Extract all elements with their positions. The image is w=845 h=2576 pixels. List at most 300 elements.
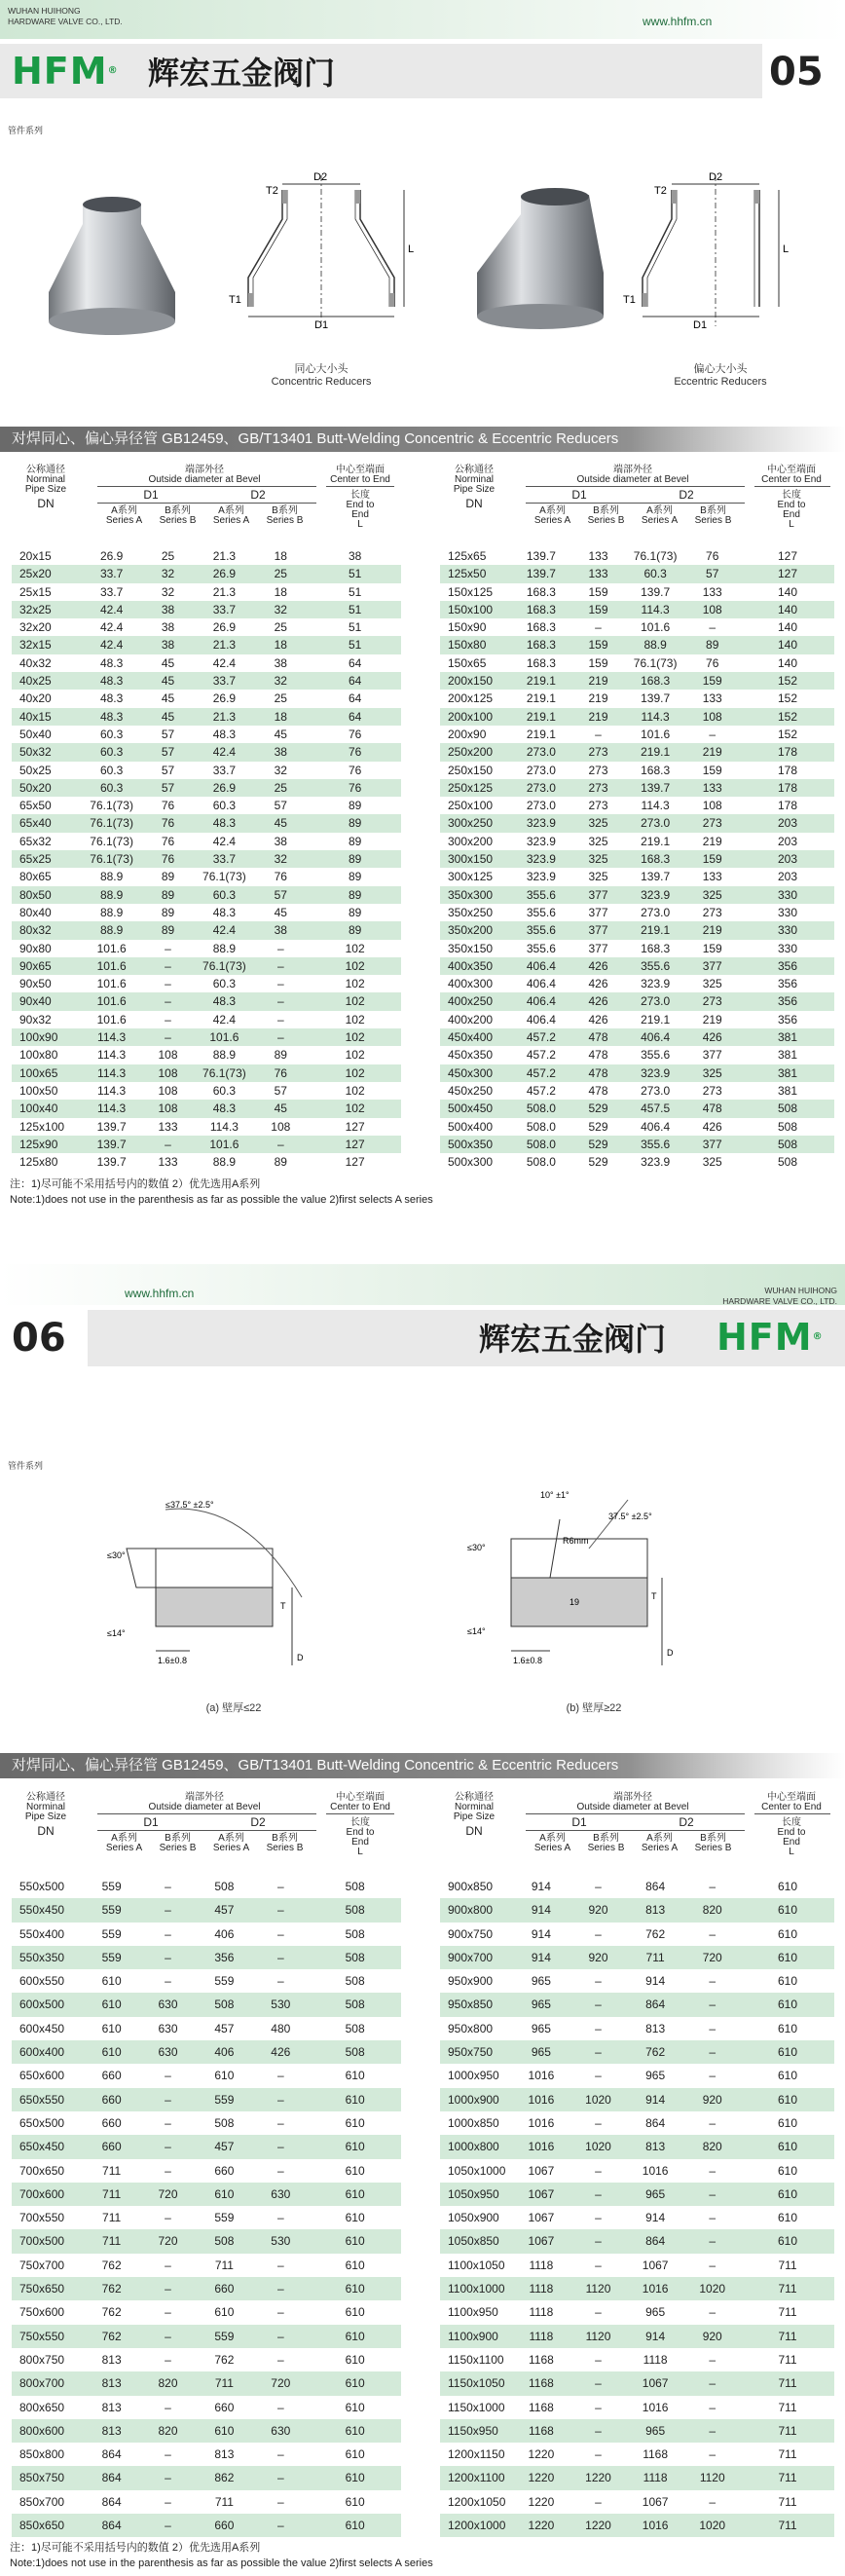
diameter-cell: 101.6 — [96, 941, 127, 955]
diameter-cell: 508 — [196, 2229, 252, 2253]
dn-cell: 125x50 — [440, 565, 513, 582]
diameter-cell: 38 — [161, 620, 175, 635]
diameter-cell: 273.0 — [513, 779, 570, 797]
diameter-cell: – — [252, 992, 309, 1010]
diameter-cell: – — [252, 957, 309, 975]
table-row — [440, 833, 834, 850]
diameter-cell: 864 — [645, 2115, 666, 2130]
diameter-cell: 26.9 — [212, 620, 237, 635]
table-row — [12, 2277, 401, 2300]
diameter-cell: 38 — [252, 743, 309, 761]
length-cell: 102 — [309, 1064, 401, 1082]
length-cell: 330 — [778, 905, 798, 919]
diameter-cell: 323.9 — [526, 870, 556, 884]
table-row — [12, 868, 401, 885]
table-row — [440, 672, 834, 690]
diameter-cell: 21.3 — [196, 636, 252, 653]
diameter-cell: 1016 — [642, 2400, 669, 2414]
length-cell: 127 — [741, 565, 834, 582]
length-cell: 610 — [309, 2466, 401, 2489]
diameter-cell: 610 — [101, 1974, 122, 1989]
length-cell: 610 — [309, 2135, 401, 2158]
table-row — [12, 726, 401, 743]
length-cell: 610 — [309, 2325, 401, 2348]
diameter-cell: 159 — [588, 655, 608, 670]
dn-cell: 90x50 — [19, 977, 52, 991]
diameter-cell: 813 — [101, 2352, 122, 2367]
diameter-cell: 32 — [274, 763, 287, 777]
diameter-cell: 478 — [683, 1100, 741, 1117]
diameter-cell: 159 — [569, 601, 627, 618]
dn-cell: 1100x950 — [448, 2305, 498, 2320]
diameter-cell: 1168 — [528, 2400, 554, 2414]
diameter-cell: 273 — [569, 743, 627, 761]
table-row — [440, 1898, 834, 1922]
diameter-cell: 610 — [214, 2069, 235, 2083]
diameter-cell: 660 — [196, 2277, 252, 2300]
diameter-cell: 60.3 — [196, 886, 252, 904]
diameter-cell: 88.9 — [99, 905, 124, 919]
diameter-cell: 1118 — [513, 2277, 570, 2300]
diameter-cell: – — [276, 2211, 284, 2225]
length-cell: 89 — [309, 886, 401, 904]
length-cell: 381 — [778, 1083, 798, 1098]
concentric-caption-cn: 同心大小头 — [294, 363, 349, 375]
diameter-cell: 32 — [252, 601, 309, 618]
dn-cell: 550x400 — [19, 1926, 65, 1941]
diameter-cell: – — [709, 620, 716, 635]
label-d1-ecc: D1 — [693, 319, 708, 331]
diameter-cell: 820 — [140, 2371, 197, 2395]
diameter-cell: 1067 — [642, 2258, 669, 2272]
table-row — [12, 2135, 401, 2158]
bevel-diagram-a — [97, 1490, 360, 1695]
diameter-cell: 18 — [274, 584, 287, 599]
diameter-cell: 457.5 — [627, 1100, 684, 1117]
diameter-cell: 32 — [252, 672, 309, 690]
diameter-cell: 914 — [531, 1926, 551, 1941]
length-cell: 610 — [345, 2258, 365, 2272]
length-cell: 127 — [345, 1119, 365, 1134]
diameter-cell: 1168 — [643, 2447, 669, 2462]
bevel-b-30: ≤30° — [467, 1543, 486, 1552]
diameter-cell: 88.9 — [212, 1155, 237, 1170]
diameter-cell: 530 — [252, 2229, 309, 2253]
diameter-cell: – — [595, 1880, 602, 1893]
diameter-cell: 108 — [683, 601, 741, 618]
diameter-cell: 60.3 — [99, 727, 124, 741]
dn-cell: 800x700 — [12, 2371, 84, 2395]
diameter-cell: 88.9 — [84, 886, 140, 904]
length-cell: 610 — [778, 2211, 798, 2225]
length-cell: 610 — [345, 2115, 365, 2130]
page1-url[interactable]: www.hhfm.cn — [643, 15, 713, 28]
dn-cell: 1150x1000 — [448, 2400, 505, 2414]
diameter-cell: – — [709, 2211, 716, 2225]
length-cell: 102 — [345, 1048, 365, 1063]
dn-cell: 1150x950 — [440, 2419, 513, 2443]
diameter-cell: – — [140, 2514, 197, 2537]
length-cell: 89 — [309, 921, 401, 939]
diameter-cell: 762 — [214, 2352, 235, 2367]
dn-cell: 200x90 — [448, 727, 487, 741]
dn-cell: 32x20 — [19, 620, 52, 635]
table-row — [12, 2300, 401, 2324]
length-cell: 89 — [348, 905, 362, 919]
diameter-cell: – — [709, 2069, 716, 2083]
diameter-cell: – — [165, 2400, 171, 2414]
dn-cell: 1100x900 — [440, 2325, 513, 2348]
diameter-cell: 720 — [140, 2183, 197, 2206]
table-row — [12, 654, 401, 672]
page2-url[interactable]: www.hhfm.cn — [125, 1287, 195, 1300]
length-cell: 178 — [778, 799, 798, 813]
table-row — [12, 797, 401, 814]
diameter-cell: – — [569, 2040, 627, 2064]
table-row — [12, 2254, 401, 2277]
eccentric-reducer-photo — [467, 175, 613, 346]
page1-note-en: Note:1)does not use in the parenthesis as far as possible the value 2)first selects A series — [10, 1194, 433, 1206]
page2-logo: HFM® — [716, 1316, 824, 1359]
diameter-cell: 406.4 — [627, 1028, 684, 1046]
length-cell: 152 — [741, 672, 834, 690]
diameter-cell: 159 — [569, 636, 627, 653]
dn-cell: 50x25 — [19, 763, 52, 777]
length-cell: 610 — [741, 2088, 834, 2111]
table-row — [440, 2064, 834, 2087]
length-cell: 140 — [778, 620, 798, 635]
diameter-cell: 457.2 — [513, 1028, 570, 1046]
page2-brand-title: 辉宏五金阀门 — [479, 1321, 667, 1358]
diameter-cell: – — [709, 2352, 716, 2367]
dn-cell: 850x800 — [19, 2447, 65, 2462]
table-row — [440, 957, 834, 975]
diameter-cell: 406.4 — [513, 992, 570, 1010]
length-cell: 330 — [741, 921, 834, 939]
diameter-cell: 323.9 — [627, 1064, 684, 1082]
diameter-cell: 762 — [84, 2325, 140, 2348]
diameter-cell: – — [165, 2258, 171, 2272]
length-cell: 508 — [309, 1946, 401, 1969]
diameter-cell: 762 — [101, 2258, 122, 2272]
diameter-cell: 114.3 — [84, 1100, 140, 1117]
table-row — [440, 1946, 834, 1969]
length-cell: 610 — [345, 2305, 365, 2320]
dn-cell: 90x40 — [12, 992, 84, 1010]
diameter-cell: 168.3 — [513, 601, 570, 618]
diameter-cell: 76 — [274, 870, 287, 884]
length-cell: 356 — [741, 957, 834, 975]
diameter-cell: 711 — [214, 2258, 234, 2272]
diameter-cell: 1016 — [642, 2163, 669, 2178]
diameter-cell: 1118 — [529, 2258, 554, 2272]
length-cell: 508 — [345, 1880, 365, 1893]
length-cell: 140 — [778, 584, 798, 599]
table-row — [12, 886, 401, 904]
length-cell: 51 — [348, 584, 362, 599]
bevel-b-19: 19 — [569, 1597, 580, 1607]
dn-cell: 750x550 — [12, 2325, 84, 2348]
table-row — [12, 2371, 401, 2395]
diameter-cell: 1168 — [513, 2371, 570, 2395]
diameter-cell: 18 — [252, 636, 309, 653]
diameter-cell: 965 — [513, 1993, 570, 2016]
table-row — [12, 2111, 401, 2135]
table-row — [440, 992, 834, 1010]
diameter-cell: 114.3 — [627, 601, 684, 618]
table-row — [12, 672, 401, 690]
diameter-cell: 25 — [252, 565, 309, 582]
diameter-cell: 38 — [274, 655, 287, 670]
length-cell: 178 — [741, 779, 834, 797]
diameter-cell: 1220 — [528, 2447, 555, 2462]
diameter-cell: 1067 — [513, 2229, 570, 2253]
table-row — [440, 2419, 834, 2443]
diameter-cell: 711 — [84, 2229, 140, 2253]
dn-cell: 850x700 — [19, 2494, 65, 2509]
diameter-cell: – — [709, 2447, 716, 2462]
table-row — [440, 2300, 834, 2324]
diameter-cell: 1118 — [529, 2305, 554, 2320]
dn-cell: 250x125 — [440, 779, 513, 797]
diameter-cell: 610 — [214, 2305, 235, 2320]
dn-cell: 550x500 — [19, 1880, 65, 1893]
diameter-cell: – — [165, 2069, 171, 2083]
diameter-cell: 457 — [196, 2135, 252, 2158]
diameter-cell: – — [709, 2258, 716, 2272]
dn-cell: 350x250 — [448, 905, 494, 919]
diameter-cell: 1020 — [569, 2135, 627, 2158]
diameter-cell: – — [252, 2325, 309, 2348]
diameter-cell: 42.4 — [212, 1012, 237, 1027]
diameter-cell: – — [276, 977, 284, 991]
length-cell: 381 — [778, 1048, 798, 1063]
diameter-cell: 76.1(73) — [196, 957, 252, 975]
label-t2-ecc: T2 — [654, 185, 667, 197]
length-cell: 152 — [778, 727, 798, 741]
diameter-cell: – — [683, 2419, 741, 2443]
table-row — [12, 708, 401, 726]
length-cell: 610 — [741, 2229, 834, 2253]
page2-page-number: 06 — [12, 1316, 66, 1361]
diameter-cell: 114.3 — [84, 1064, 140, 1082]
diameter-cell: 355.6 — [526, 941, 556, 955]
diameter-cell: 508 — [214, 2115, 235, 2130]
bevel-a-14: ≤14° — [107, 1628, 126, 1638]
dn-cell: 450x400 — [440, 1028, 513, 1046]
dn-cell: 700x600 — [12, 2183, 84, 2206]
dn-cell: 40x32 — [19, 655, 52, 670]
dn-cell: 90x32 — [19, 1012, 52, 1027]
diameter-cell: 478 — [588, 1083, 608, 1098]
diameter-cell: 406.4 — [526, 1012, 556, 1027]
page2-section-band: 对焊同心、偏心异径管 GB12459、GB/T13401 Butt-Welding Concentric & Eccentric Reducers — [0, 1753, 845, 1778]
length-cell: 610 — [309, 2088, 401, 2111]
diameter-cell: 219 — [569, 672, 627, 690]
diameter-cell: 33.7 — [196, 601, 252, 618]
diameter-cell: 559 — [101, 1880, 122, 1893]
diameter-cell: 114.3 — [97, 1083, 127, 1098]
diameter-cell: – — [595, 2258, 602, 2272]
diameter-cell: 1020 — [683, 2514, 741, 2537]
dn-cell: 100x65 — [12, 1064, 84, 1082]
diameter-cell: – — [709, 2115, 716, 2130]
diameter-cell: 219.1 — [641, 1012, 671, 1027]
length-cell: 102 — [345, 1083, 365, 1098]
dn-cell: 950x850 — [440, 1993, 513, 2016]
table-row — [440, 2371, 834, 2395]
diameter-cell: 219 — [588, 691, 608, 706]
table-row — [12, 1153, 401, 1171]
diameter-cell: 660 — [214, 2400, 235, 2414]
length-cell: 610 — [778, 2163, 798, 2178]
diameter-cell: – — [595, 2447, 602, 2462]
bevel-diagram-b — [462, 1480, 725, 1695]
diameter-cell: 38 — [140, 601, 197, 618]
diameter-cell: 920 — [569, 1946, 627, 1969]
diameter-cell: 426 — [569, 957, 627, 975]
length-cell: 89 — [348, 870, 362, 884]
dn-cell: 300x250 — [440, 814, 513, 832]
dn-cell: 650x600 — [19, 2069, 65, 2083]
diameter-cell: 114.3 — [209, 1119, 239, 1134]
diameter-cell: 48.3 — [212, 905, 237, 919]
diameter-cell: – — [595, 2211, 602, 2225]
diameter-cell: 426 — [702, 1119, 722, 1134]
dn-cell: 900x800 — [440, 1898, 513, 1922]
dn-cell: 125x100 — [19, 1119, 65, 1134]
dn-cell: 500x400 — [448, 1119, 494, 1134]
length-cell: 76 — [309, 779, 401, 797]
dn-cell: 650x500 — [19, 2115, 65, 2130]
dn-cell: 600x500 — [12, 1993, 84, 2016]
table-row — [440, 743, 834, 761]
diameter-cell: 426 — [252, 2040, 309, 2064]
diameter-cell: 660 — [101, 2069, 122, 2083]
diameter-cell: 355.6 — [627, 1136, 684, 1153]
dn-cell: 400x250 — [440, 992, 513, 1010]
table-row — [12, 779, 401, 797]
diameter-cell: – — [569, 2371, 627, 2395]
length-cell: 38 — [348, 549, 362, 563]
dn-cell: 125x65 — [448, 549, 487, 563]
dn-cell: 750x700 — [19, 2258, 65, 2272]
page1-page-number: 05 — [769, 50, 824, 94]
diameter-cell: – — [165, 2211, 171, 2225]
diameter-cell: – — [276, 1974, 284, 1989]
diameter-cell: – — [709, 2400, 716, 2414]
diameter-cell: 1220 — [513, 2466, 570, 2489]
diameter-cell: – — [165, 2305, 171, 2320]
diameter-cell: 720 — [683, 1946, 741, 1969]
diameter-cell: 762 — [627, 2040, 684, 2064]
table-row — [440, 726, 834, 743]
dn-cell: 800x600 — [12, 2419, 84, 2443]
diameter-cell: – — [165, 941, 171, 955]
diameter-cell: 660 — [84, 2088, 140, 2111]
diameter-cell: – — [165, 2447, 171, 2462]
diameter-cell: 914 — [513, 1946, 570, 1969]
length-cell: 711 — [741, 2419, 834, 2443]
diameter-cell: 325 — [569, 850, 627, 868]
page2-table-right — [440, 1875, 834, 2537]
diameter-cell: 89 — [274, 1155, 287, 1170]
diameter-cell: 159 — [702, 763, 722, 777]
page2-company-en: WUHAN HUIHONG HARDWARE VALVE CO., LTD. — [722, 1286, 837, 1306]
table-row — [440, 2514, 834, 2537]
dn-cell: 100x40 — [12, 1100, 84, 1117]
diameter-cell: 219.1 — [526, 727, 556, 741]
diameter-cell: 48.3 — [99, 655, 124, 670]
diameter-cell: – — [595, 2115, 602, 2130]
table-row — [12, 1028, 401, 1046]
diameter-cell: 114.3 — [627, 708, 684, 726]
diameter-cell: 864 — [84, 2514, 140, 2537]
diameter-cell: 559 — [84, 1898, 140, 1922]
diameter-cell: 813 — [84, 2371, 140, 2395]
dn-cell: 550x350 — [12, 1946, 84, 1969]
diameter-cell: 630 — [252, 2183, 309, 2206]
dn-cell: 50x40 — [19, 727, 52, 741]
dn-cell: 300x200 — [448, 834, 494, 848]
diameter-cell: 42.4 — [84, 636, 140, 653]
table-row — [12, 1118, 401, 1136]
dn-cell: 900x750 — [448, 1926, 494, 1941]
dn-cell: 150x125 — [448, 584, 494, 599]
length-cell: 152 — [778, 691, 798, 706]
dn-cell: 600x450 — [19, 2021, 65, 2035]
dn-cell: 650x450 — [12, 2135, 84, 2158]
diameter-cell: 89 — [140, 921, 197, 939]
diameter-cell: 559 — [214, 1974, 235, 1989]
diameter-cell: 813 — [101, 2400, 122, 2414]
diameter-cell: – — [165, 2163, 171, 2178]
bevel-b-d: D — [667, 1648, 674, 1658]
length-cell: 102 — [345, 977, 365, 991]
table-row — [12, 1082, 401, 1100]
table-row — [12, 1898, 401, 1922]
diameter-cell: – — [683, 2371, 741, 2395]
length-cell: 89 — [309, 850, 401, 868]
length-cell: 51 — [309, 601, 401, 618]
diameter-cell: 1020 — [569, 2088, 627, 2111]
diameter-cell: 88.9 — [212, 941, 237, 955]
diameter-cell: 168.3 — [526, 584, 556, 599]
table-row — [440, 690, 834, 707]
page1-table-left — [12, 547, 401, 1171]
table-row — [12, 833, 401, 850]
diameter-cell: 711 — [627, 1946, 684, 1969]
diameter-cell: 323.9 — [627, 886, 684, 904]
diameter-cell: 114.3 — [97, 1048, 127, 1063]
diameter-cell: 1220 — [528, 2494, 555, 2509]
diameter-cell: 42.4 — [99, 620, 124, 635]
length-cell: 711 — [741, 2325, 834, 2348]
diameter-cell: 219.1 — [627, 921, 684, 939]
length-cell: 711 — [741, 2371, 834, 2395]
diameter-cell: 168.3 — [627, 672, 684, 690]
table-row — [12, 2466, 401, 2489]
dn-cell: 450x250 — [448, 1083, 494, 1098]
length-cell: 203 — [778, 834, 798, 848]
diameter-cell: – — [595, 1926, 602, 1941]
diameter-cell: – — [252, 1028, 309, 1046]
diameter-cell: 820 — [683, 2135, 741, 2158]
diameter-cell: 325 — [683, 1064, 741, 1082]
diameter-cell: 1067 — [528, 2163, 555, 2178]
diameter-cell: 48.3 — [84, 708, 140, 726]
diameter-cell: 76.1(73) — [84, 814, 140, 832]
